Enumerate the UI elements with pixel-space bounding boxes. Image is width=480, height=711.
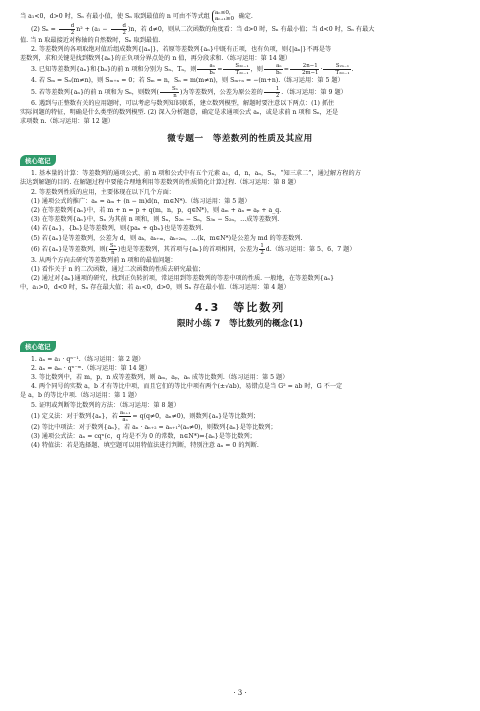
- denominator: 2: [260, 249, 264, 256]
- paragraph: 2. 等差数列的各项取绝对值后组成数列{|aₙ|}，若原等差数列{aₙ}中既有正项，也有负项，则{|aₙ|}不再是等: [31, 46, 332, 54]
- denominator: 2: [122, 29, 126, 36]
- paragraph: 6. 遇到与正整数有关的应用题时，可以考虑与数列知识联系，建立数列模型，解题时要注意以下两点：(1) 抓住: [31, 99, 335, 107]
- paragraph: 值. 当 n 取最接近对称轴的自然数时，Sₙ 取到最值.: [20, 36, 161, 44]
- paragraph: 4. 两个同号的实数 a，b 才有等比中项，而且它们的等比中项有两个(±√ab)，易错点是当 G² = ab 时，G 不一定: [31, 383, 343, 391]
- list-item: (2) 通过对{aₙ}通项的研究，找到正负转折项，常运用到等差数列的等差中项的性质. 一般地，在等差数列{aₙ}: [31, 275, 335, 283]
- paragraph: 2. 等差数列性质的应用，主要体现在以下几个方面：: [31, 188, 175, 196]
- subsection-title: 限时小练 7 等比数列的概念(1): [177, 318, 303, 329]
- text: =: [217, 66, 223, 74]
- core-notes-tag: 核心笔记: [20, 155, 56, 166]
- page-number: · 3 ·: [233, 689, 247, 697]
- text: n² + (a₁ −: [76, 25, 110, 33]
- paragraph: [20, 23, 460, 36]
- text: 也是等差数列，其首项与{aₙ}的首项相同，公差为: [120, 245, 259, 253]
- paragraph: 1. 基本量的计算：等差数列的通项公式、前 n 项和公式中有五个元素 a₁，d，n，aₙ，Sₙ，“知三求二”，通过解方程的方: [31, 170, 361, 178]
- denominator: 2m−1: [301, 70, 319, 77]
- numerator: aₙ: [264, 63, 283, 70]
- denominator: T₂ₘ₋₁: [335, 70, 350, 77]
- inequality-system: [212, 10, 237, 23]
- numerator: aₙ₊₁: [119, 409, 131, 416]
- fraction: [59, 23, 75, 36]
- denominator: bₙ: [275, 70, 282, 77]
- fraction: [264, 63, 283, 76]
- paragraph: [20, 10, 460, 23]
- numerator: d: [59, 23, 75, 30]
- text: (2) Sₙ =: [31, 25, 58, 33]
- fraction: [119, 410, 132, 423]
- section-title: 4.3 等比数列: [194, 300, 286, 314]
- list-item: (6) 若{aₙ}是等差数列，则( $\frac{\text{Sₙ}}{n}$ )也是等差数列，其首项与{aₙ}的首项相同，公差为 $\frac{1}{2}$ d.（练习运用：第 5、6、7 题）: [31, 242, 356, 256]
- text: = q(q≠0，aₙ≠0)，则数列{aₙ}是等比数列；: [132, 412, 260, 420]
- numerator: S₂ₙ₋₁: [323, 63, 350, 70]
- text: 当 a₁<0，d>0 时，Sₙ 有最小值，使 Sₙ 取到最值的 n 可由不等式组: [20, 12, 210, 20]
- fraction: [160, 86, 179, 99]
- numerator: S₂ₙ₋₁: [223, 63, 249, 70]
- text: (6) 若{aₙ}是等差数列，则: [31, 245, 106, 253]
- paragraph: [20, 63, 460, 76]
- text: .: [351, 66, 354, 74]
- text: 5. 若等差数列{aₙ}的前 n 项和为 Sₙ，则数列: [31, 88, 157, 96]
- list-item: (2) 等比中项法：对于数列{aₙ}，若 aₙ · aₙ₊₂ = aₙ₊₁²(aₙ≠0)，则数列{aₙ}是等比数列；: [31, 423, 277, 431]
- list-item: (1) 看作关于 n 的二次函数，通过二次函数的性质去研究最值；: [31, 266, 205, 274]
- denominator: aₙ: [122, 416, 128, 423]
- paragraph: 5. 若等差数列{aₙ}的前 n 项和为 Sₙ，则数列( $\frac{\text{Sₙ}}{n}$ )为等差数列，公差为原公差的 $\frac{1}{2}$ .（练习运用：第 9 题）: [31, 85, 347, 99]
- list-item: (4) 特值法：若是选择题、填空题可以用特值法进行判断，特别注意 aₙ = 0 的判断.: [31, 442, 259, 450]
- denominator: T₂ₙ₋₁: [235, 70, 249, 77]
- fraction: [109, 243, 117, 256]
- paragraph: 3. 等比数列中，若 m，p，n 成等差数列，则 aₘ，aₚ，aₙ 成等比数列.（练习运用：第 5 题）: [31, 374, 289, 382]
- denominator: n: [173, 92, 177, 99]
- paragraph: 2. aₙ = aₘ · qⁿ⁻ᵐ.（练习运用：第 14 题）: [31, 364, 151, 372]
- text: ，则: [250, 66, 263, 74]
- text: d.（练习运用：第 5、6、7 题）: [265, 245, 356, 253]
- numerator: Sₙ: [109, 242, 116, 249]
- inequality-1: aₙ≤0，: [214, 10, 235, 16]
- fraction: [323, 63, 350, 76]
- numerator: d: [111, 23, 127, 30]
- fraction: [197, 63, 216, 76]
- text: 3. 已知等差数列{aₙ}和{bₙ}的前 n 项和分别为 Sₙ、Tₙ，则: [31, 66, 197, 74]
- fraction: [264, 86, 280, 99]
- core-notes-tag: 核心笔记: [20, 341, 56, 352]
- fraction: [259, 243, 264, 256]
- list-item: (1) 通项公式的推广：aₙ = aₘ + (n − m)d(n，m∈N*).（练习运用：第 5 题）: [31, 197, 251, 205]
- list-item: (5) 若{aₙ}是等差数列，公差为 d，则 aₖ，aₖ₊ₘ，aₖ₊₂ₘ，…(k，m∈N*)是公差为 md 的等差数列.: [31, 234, 303, 242]
- paragraph: 法达到解题的目的. 在解题过程中要能合理地利用等差数列的性质简化计算过程.（练习运用：第 8 题）: [20, 179, 300, 187]
- list-item: (4) 若{aₙ}，{bₙ}是等差数列，则{paₙ + qbₙ}也是等差数列.: [31, 225, 204, 233]
- paragraph: 求项数 n.（练习运用：第 12 题）: [20, 118, 114, 126]
- denominator: 2: [275, 92, 280, 99]
- text: )n，若 d≠0，则从二次函数的角度看：当 d>0 时，Sₙ 有最小值；当 d<0 时，Sₙ 有最大: [127, 25, 375, 33]
- numerator: 1: [260, 242, 264, 249]
- list-item: [20, 410, 460, 423]
- text: .（练习运用：第 9 题）: [281, 88, 347, 96]
- denominator: 2: [70, 29, 75, 36]
- paragraph: 4. 若 Sₘ = Sₙ(m≠n)，则 Sₘ₊ₙ = 0；若 Sₘ = n，Sₙ = m(m≠n)，则 Sₘ₊ₙ = −(m+n).（练习运用：第 5 题）: [31, 77, 344, 85]
- list-item: (3) 通项公式法：aₙ = cqⁿ(c，q 均是不为 0 的常数，n∈N*)⇔{aₙ}是等比数列；: [31, 433, 256, 441]
- numerator: 2n−1: [290, 63, 320, 70]
- denominator: n: [111, 249, 115, 256]
- paragraph: 1. aₙ = a₁ · qⁿ⁻¹.（练习运用：第 2 题）: [31, 355, 145, 363]
- paragraph: 3. 从两个方向去研究等差数列前 n 项和的最值问题：: [31, 256, 177, 264]
- paragraph: 实际问题的特征，明确是什么类型的数列模型. (2) 深入分析题意，确定是求通项公式 aₙ，或是求前 n 项和 Sₙ，还是: [20, 108, 339, 116]
- paragraph: 是 a，b 的等比中项.（练习运用：第 1 题）: [20, 392, 141, 400]
- text: =: [283, 66, 289, 74]
- denominator: bₙ: [209, 70, 216, 77]
- text: (1) 定义法：对于数列{aₙ}，若: [31, 412, 118, 420]
- inequality-2: aₙ₊₁≥0: [214, 16, 235, 23]
- list-item: 中，a₁>0，d<0 时，Sₙ 存在最大值；若 a₁<0，d>0，则 Sₙ 存在最小值.（练习运用：第 4 题）: [20, 284, 290, 292]
- fraction: [290, 63, 323, 77]
- numerator: Sₙ: [160, 86, 179, 93]
- paragraph: 差数列，求和关键是找到数列{aₙ}的正负项分界点处的 n 值，再分段求和.（练习运用：第 14 题）: [20, 55, 292, 63]
- numerator: 1: [264, 86, 280, 93]
- text: ·: [320, 66, 323, 74]
- fraction: [111, 23, 127, 36]
- list-item: (2) 在等差数列{aₙ}中，若 m + n = p + q(m，n，p，q∈N*)，则 aₘ + aₙ = aₚ + a_q.: [31, 207, 282, 215]
- numerator: aₙ: [197, 63, 216, 70]
- text: 确定.: [238, 12, 253, 20]
- list-item: (3) 在等差数列{aₙ}中，Sₙ 为其前 n 项和，则 Sₙ，S₂ₙ − Sₙ，S₃ₙ − S₂ₙ，…成等差数列.: [31, 216, 280, 224]
- topic-heading: 微专题一 等差数列的性质及其应用: [167, 134, 313, 145]
- fraction: [223, 63, 249, 76]
- paragraph: 5. 证明或判断等比数列的方法：（练习运用：第 8 题）: [31, 401, 180, 409]
- text: 为等差数列，公差为原公差的: [182, 88, 263, 96]
